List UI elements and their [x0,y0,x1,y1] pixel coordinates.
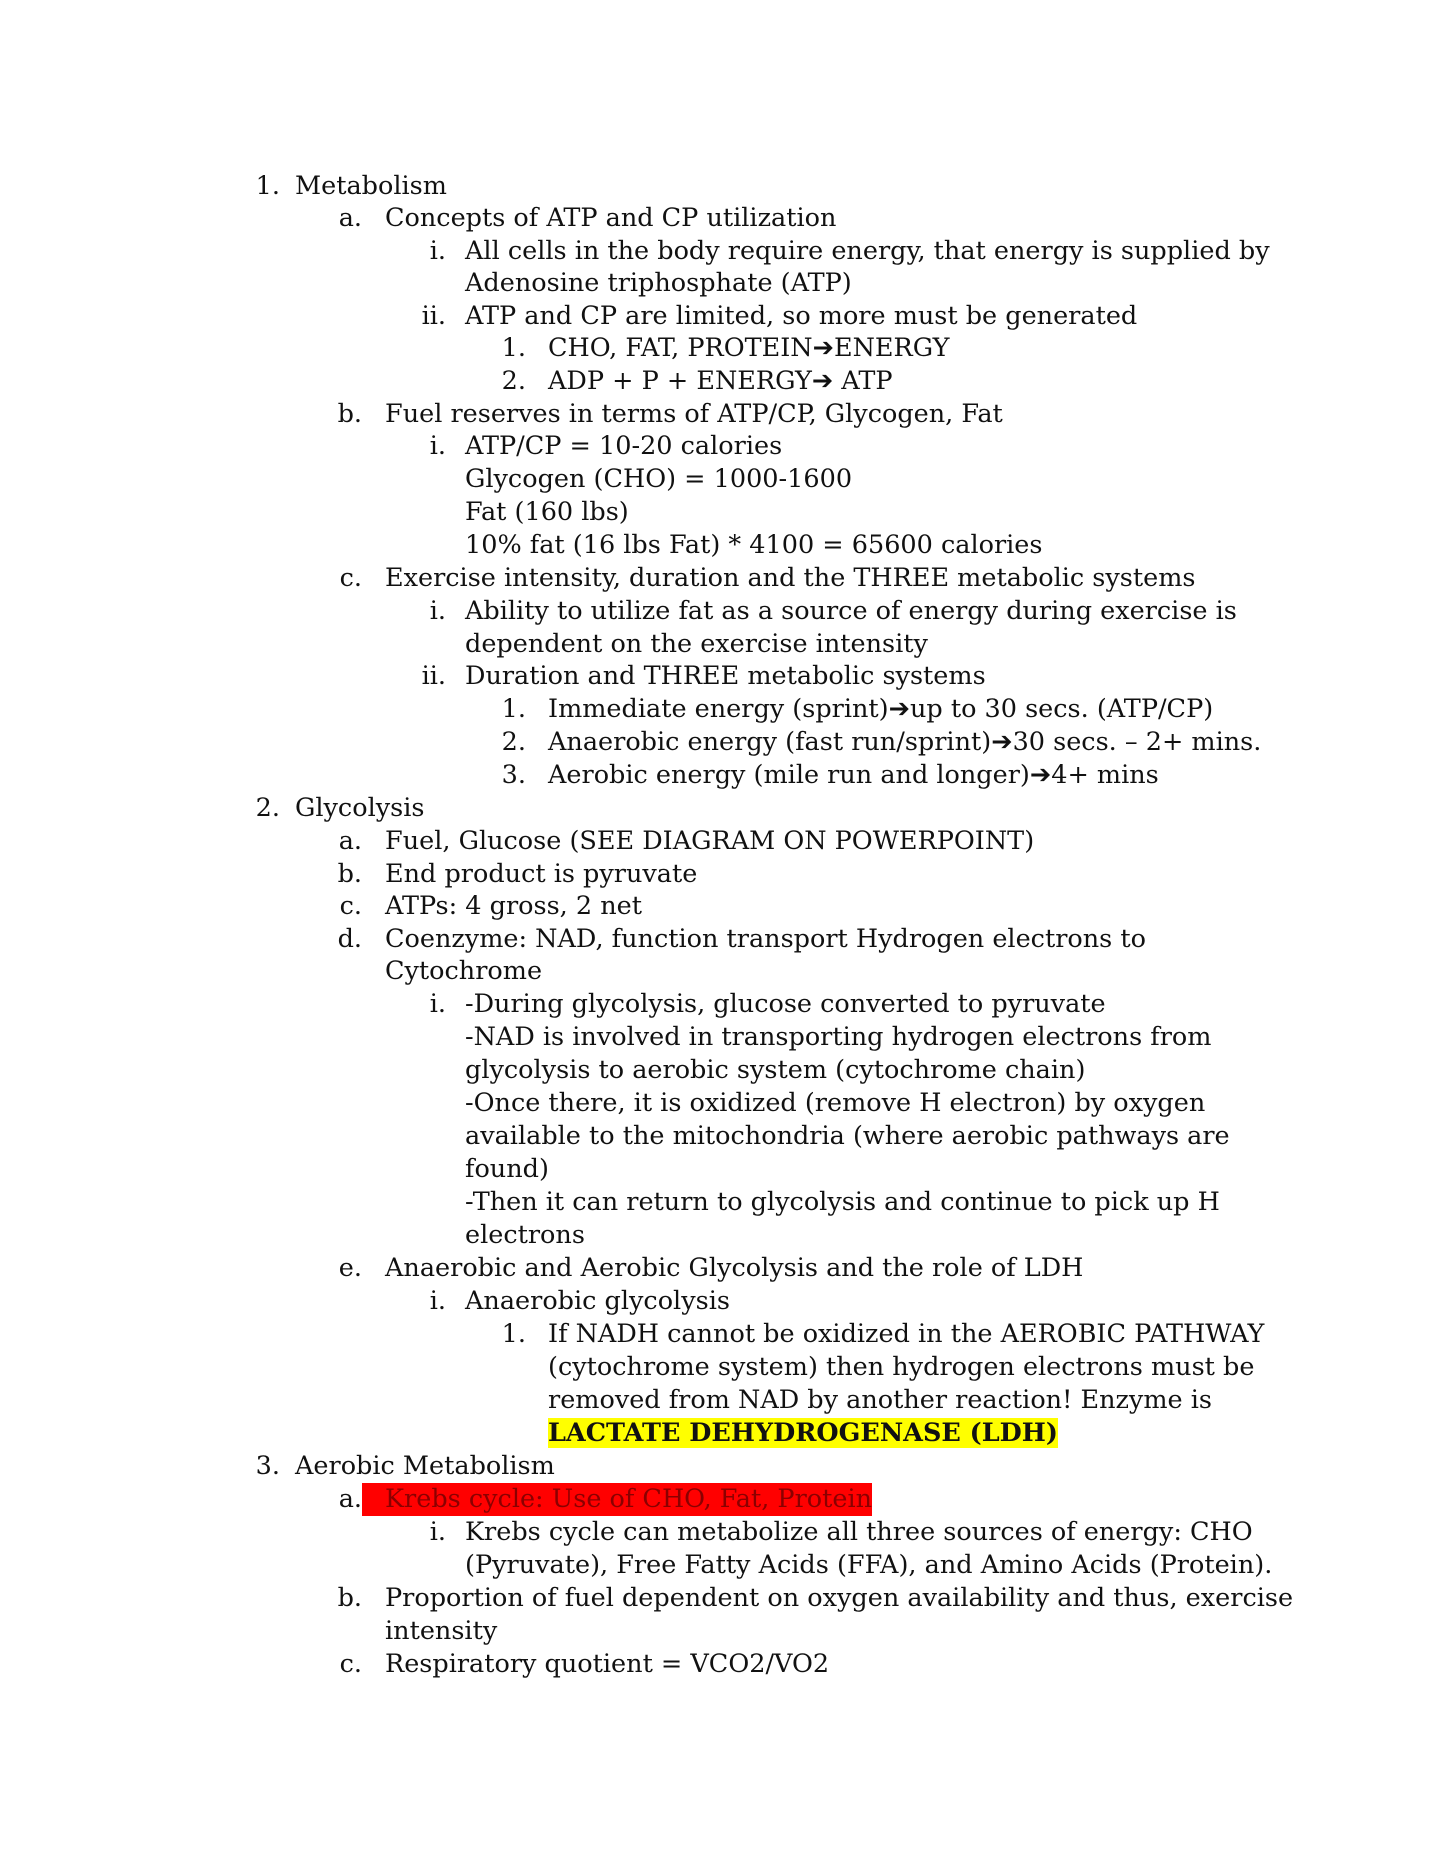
list-item-text: -During glycolysis, glucose converted to pyruvate [465,989,1106,1019]
list-marker: 1. [255,171,280,201]
list-item-text: Anaerobic energy (fast run/sprint)➔30 secs. – 2+ mins. [548,727,1262,757]
list-item-text: Immediate energy (sprint)➔up to 30 secs. (ATP/CP) [548,694,1214,724]
highlighted-text: Krebs cycle: Use of CHO, Fat, Protein [362,1483,872,1516]
list-marker: i. [429,596,446,626]
ldh-highlight [548,1417,1058,1450]
list-item-text: Fuel, Glucose (SEE DIAGRAM ON POWERPOINT) [385,826,1035,856]
list-marker: ii. [421,301,446,331]
list-marker: i. [429,236,446,266]
list-item-continuation: -NAD is involved in transporting hydrogen electrons from [465,1022,1212,1052]
list-item-continuation: removed from NAD by another reaction! Enzyme is [548,1385,1212,1415]
list-item-text: ADP + P + ENERGY➔ ATP [548,366,893,396]
list-item-text: Krebs cycle can metabolize all three sources of energy: CHO [465,1517,1253,1547]
list-item-text: All cells in the body require energy, that energy is supplied by [465,236,1270,266]
list-item-text: ATP/CP = 10-20 calories [465,431,783,461]
list-marker: 2. [501,727,526,757]
list-item-continuation: electrons [465,1220,585,1250]
list-item-continuation: (Pyruvate), Free Fatty Acids (FFA), and Amino Acids (Protein). [465,1550,1273,1580]
list-item-continuation: available to the mitochondria (where aerobic pathways are [465,1121,1230,1151]
list-item-continuation: intensity [385,1616,498,1646]
list-marker: e. [338,1253,362,1283]
list-marker: c. [339,563,362,593]
list-marker: 1. [501,1319,526,1349]
list-item-continuation: (cytochrome system) then hydrogen electrons must be [548,1352,1255,1382]
list-item-text: Aerobic energy (mile run and longer)➔4+ mins [548,760,1159,790]
list-item-continuation: found) [465,1154,549,1184]
list-item-text: If NADH cannot be oxidized in the AEROBIC PATHWAY [548,1319,1265,1349]
list-marker: a. [338,826,362,856]
list-marker: ii. [421,661,446,691]
list-item-continuation: -Then it can return to glycolysis and continue to pick up H [465,1187,1220,1217]
list-marker: 1. [501,694,526,724]
list-item-continuation: Cytochrome [385,956,543,986]
list-item-text: Fuel reserves in terms of ATP/CP, Glycogen, Fat [385,399,1003,429]
list-marker: a. [338,203,362,233]
list-item-text: ATP and CP are limited, so more must be generated [465,301,1138,331]
list-item-text: Coenzyme: NAD, function transport Hydrogen electrons to [385,924,1146,954]
list-item-text: Exercise intensity, duration and the THREE metabolic systems [385,563,1196,593]
list-item-text: CHO, FAT, PROTEIN➔ENERGY [548,333,950,363]
list-marker: 2. [501,366,526,396]
list-item-continuation: dependent on the exercise intensity [465,629,928,659]
list-marker: c. [339,891,362,921]
list-item-continuation: 10% fat (16 lbs Fat) * 4100 = 65600 calories [465,530,1043,560]
list-marker: 2. [255,793,280,823]
list-marker: b. [337,859,362,889]
list-marker: a. [338,1484,362,1514]
list-item-continuation: Adenosine triphosphate (ATP) [465,268,852,298]
list-item-continuation: glycolysis to aerobic system (cytochrome chain) [465,1055,1086,1085]
section-heading: Metabolism [295,171,447,201]
list-item-text: Concepts of ATP and CP utilization [385,203,837,233]
list-marker: i. [429,1286,446,1316]
list-marker: b. [337,1583,362,1613]
list-marker: i. [429,431,446,461]
list-item-text: Ability to utilize fat as a source of energy during exercise is [465,596,1237,626]
list-item-text: Respiratory quotient = VCO2/VO2 [385,1649,830,1679]
list-item-text: Duration and THREE metabolic systems [465,661,986,691]
list-marker: 3. [501,760,526,790]
list-marker: i. [429,989,446,1019]
section-heading: Aerobic Metabolism [295,1451,555,1481]
list-marker: 1. [501,333,526,363]
list-marker: c. [339,1649,362,1679]
list-item-text: ATPs: 4 gross, 2 net [385,891,642,921]
list-item-continuation: Fat (160 lbs) [465,497,629,527]
list-marker: b. [337,399,362,429]
list-marker: i. [429,1517,446,1547]
list-item-text: Anaerobic glycolysis [465,1286,730,1316]
list-marker: d. [337,924,362,954]
section-heading: Glycolysis [295,793,425,823]
list-item-text: End product is pyruvate [385,859,698,889]
list-marker: 3. [255,1451,280,1481]
list-item-continuation: -Once there, it is oxidized (remove H electron) by oxygen [465,1088,1206,1118]
list-item-continuation: Glycogen (CHO) = 1000-1600 [465,464,853,494]
highlighted-text: LACTATE DEHYDROGENASE (LDH) [548,1418,1058,1448]
list-item-text: Proportion of fuel dependent on oxygen availability and thus, exercise [385,1583,1294,1613]
list-item-text: Anaerobic and Aerobic Glycolysis and the role of LDH [385,1253,1084,1283]
